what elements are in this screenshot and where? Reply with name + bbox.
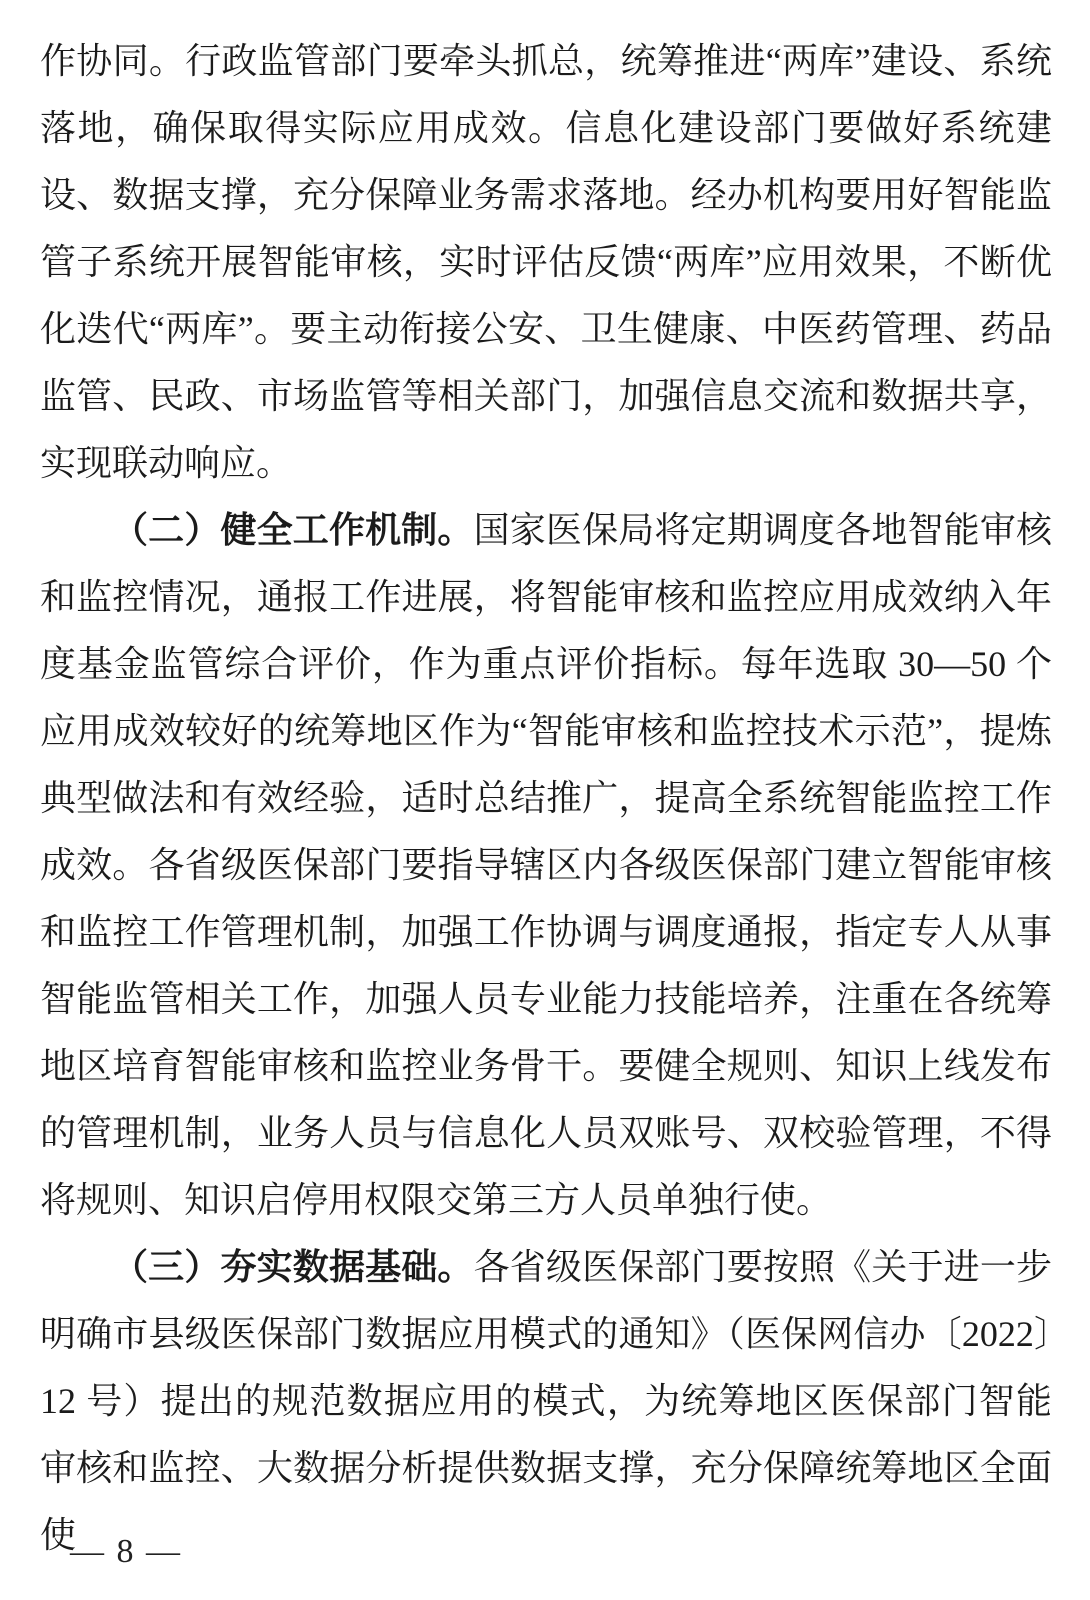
paragraph-text: 各省级医保部门要按照《关于进一步明确市县级医保部门数据应用模式的通知》（医保网信办〔2022〕12 号）提出的规范数据应用的模式，为统筹地区医保部门智能审核和监控、大数据分析提供数据支撑，充分保障统筹地区全面使 (40, 1247, 1052, 1555)
paragraph (40, 497, 1052, 1234)
paragraph-lead: （三）夯实数据基础。 (112, 1247, 474, 1287)
paragraph (40, 1234, 1052, 1569)
paragraph-text: 作协同。行政监管部门要牵头抓总，统筹推进“两库”建设、系统落地，确保取得实际应用成效。信息化建设部门要做好系统建设、数据支撑，充分保障业务需求落地。经办机构要用好智能监管子系统开展智能审核，实时评估反馈“两库”应用效果，不断优化迭代“两库”。要主动衔接公安、卫生健康、中医药管理、药品监管、民政、市场监管等相关部门，加强信息交流和数据共享，实现联动响应。 (40, 41, 1052, 483)
paragraph-text: 国家医保局将定期调度各地智能审核和监控情况，通报工作进展，将智能审核和监控应用成效纳入年度基金监管综合评价，作为重点评价指标。每年选取 30—50 个应用成效较好的统筹地区作为“智能审核和监控技术示范”，提炼典型做法和有效经验，适时总结推广，提高全系统智能监控工作成效。各省级医保部门要指导辖区内各级医保部门建立智能审核和监控工作管理机制，加强工作协调与调度通报，指定专人从事智能监管相关工作，加强人员专业能力技能培养，注重在各统筹地区培育智能审核和监控业务骨干。要健全规则、知识上线发布的管理机制，业务人员与信息化人员双账号、双校验管理，不得将规则、知识启停用权限交第三方人员单独行使。 (40, 510, 1052, 1220)
document-body (40, 28, 1052, 1569)
paragraph (40, 28, 1052, 497)
page-number: — 8 — (70, 1533, 182, 1570)
paragraph-lead: （二）健全工作机制。 (112, 510, 474, 550)
